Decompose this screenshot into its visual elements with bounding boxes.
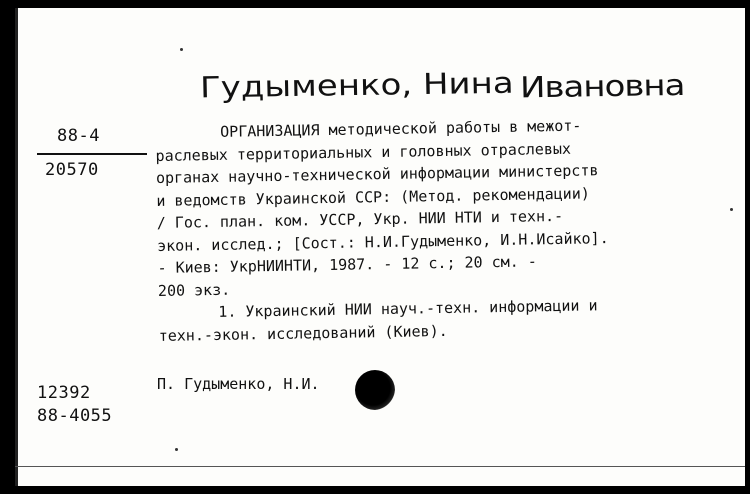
accession-number-1: 12392 xyxy=(37,383,91,403)
entry-line-4: и ведомств Украинской ССР: (Метод. рекомендации) xyxy=(156,183,590,210)
added-entry: П. Гудыменко, Н.И. xyxy=(157,375,320,393)
shelfmark-bottom: 20570 xyxy=(45,160,99,180)
entry-line-7: - Киев: УкрНИИНТИ, 1987. - 12 с.; 20 см. - xyxy=(157,252,537,277)
entry-line-10: техн.-экон. исследований (Киев). xyxy=(158,321,448,345)
scan-speck xyxy=(175,448,178,451)
shelfmark-divider xyxy=(37,153,147,155)
entry-line-3: органах научно-технической информации министерств xyxy=(155,161,599,187)
entry-line-8: 200 экз. xyxy=(157,280,231,300)
entry-line-1: ОРГАНИЗАЦИЯ методической работы в межот- xyxy=(220,116,582,141)
scan-speck xyxy=(730,208,733,211)
entry-line-5: / Гос. план. ком. УССР, Укр. НИИ НТИ и техн.- xyxy=(156,206,564,232)
ink-blot xyxy=(355,370,395,410)
shelfmark-top: 88-4 xyxy=(57,126,100,146)
entry-line-2: раслевых территориальных и головных отраслевых xyxy=(155,139,572,165)
catalog-card xyxy=(15,8,745,486)
accession-number-2: 88-4055 xyxy=(37,406,113,426)
entry-line-6: экон. исслед.; [Сост.: Н.И.Гудыменко, И.Н.Исайко]. xyxy=(156,228,609,255)
bibliographic-entry xyxy=(155,112,719,347)
entry-line-9: 1. Украинский НИИ науч.-техн. информации и xyxy=(218,296,598,321)
card-bottom-line xyxy=(15,466,745,467)
scan-speck xyxy=(180,48,183,51)
handwritten-author-name: Гудыменко, Нина xyxy=(199,66,514,105)
handwritten-author-patronymic: Ивановна xyxy=(519,68,685,105)
